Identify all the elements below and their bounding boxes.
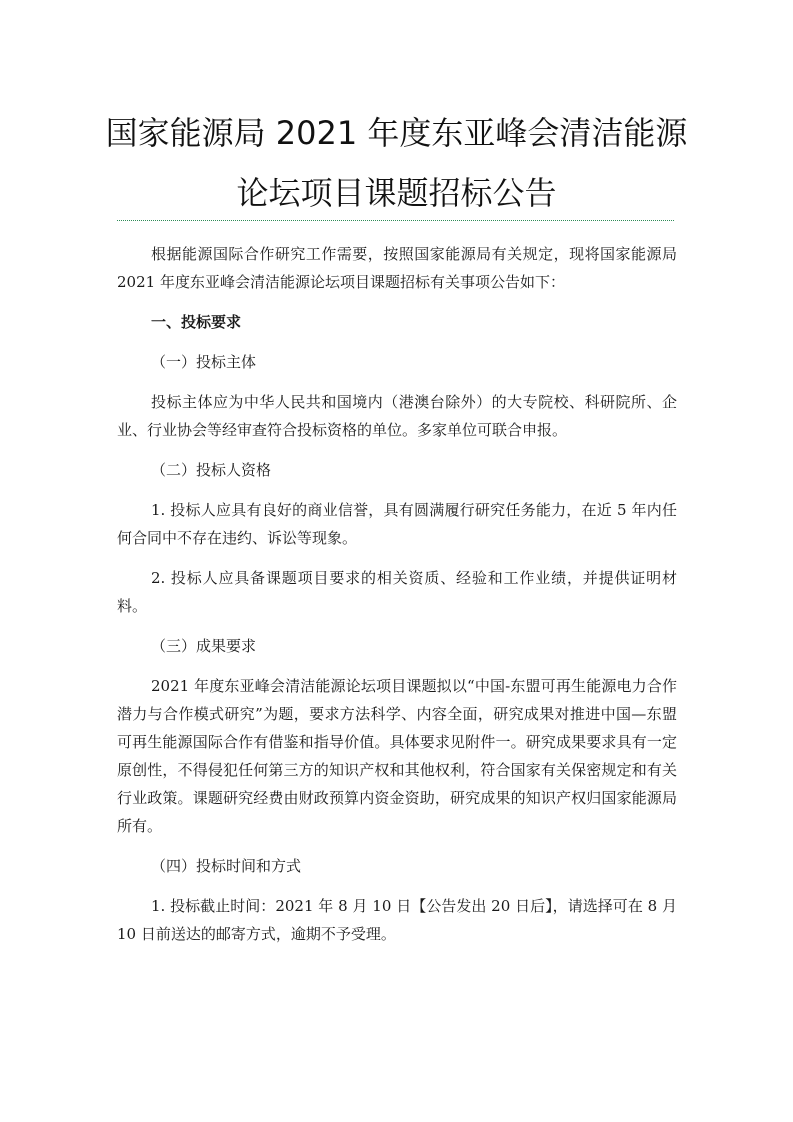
subheading-deliverable-requirements: （三）成果要求 <box>151 637 257 655</box>
document-title-line-1: 国家能源局 2021 年度东亚峰会清洁能源 <box>105 114 688 152</box>
document-title-line-2: 论坛项目课题招标公告 <box>236 174 557 212</box>
title-divider <box>117 220 674 221</box>
deliverable-requirements-paragraph: 2021 年度东亚峰会清洁能源论坛项目课题拟以“中国-东盟可再生能源电力合作潜力与合作模式研究”为题，要求方法科学、内容全面，研究成果对推进中国—东盟可再生能源国际合作有借鉴和指导价值。具体要求见附件一。研究成果要求具有一定原创性，不得侵犯任何第三方的知识产权和其他权利，符合国家有关保密规定和有关行业政策。课题研究经费由财政预算内资金资助，研究成果的知识产权归国家能源局所有。 <box>117 677 677 835</box>
intro-paragraph: 根据能源国际合作研究工作需要，按照国家能源局有关规定，现将国家能源局 2021 年度东亚峰会清洁能源论坛项目课题招标有关事项公告如下： <box>117 245 677 291</box>
subheading-bidder-qualification: （二）投标人资格 <box>151 461 272 479</box>
document-body <box>117 240 677 960</box>
section-heading-bid-requirements: 一、投标要求 <box>151 313 242 331</box>
qualification-item-2: 2. 投标人应具备课题项目要求的相关资质、经验和工作业绩，并提供证明材料。 <box>117 569 677 615</box>
subheading-bidder-entity: （一）投标主体 <box>151 353 257 371</box>
bidder-entity-paragraph: 投标主体应为中华人民共和国境内（港澳台除外）的大专院校、科研院所、企业、行业协会等经审查符合投标资格的单位。多家单位可联合申报。 <box>117 393 677 439</box>
subheading-bid-time-method: （四）投标时间和方式 <box>151 857 302 875</box>
bid-time-item-1: 1. 投标截止时间：2021 年 8 月 10 日【公告发出 20 日后】，请选择可在 8 月 10 日前送达的邮寄方式，逾期不予受理。 <box>117 897 677 943</box>
qualification-item-1: 1. 投标人应具有良好的商业信誉，具有圆满履行研究任务能力，在近 5 年内任何合同中不存在违约、诉讼等现象。 <box>117 501 677 547</box>
